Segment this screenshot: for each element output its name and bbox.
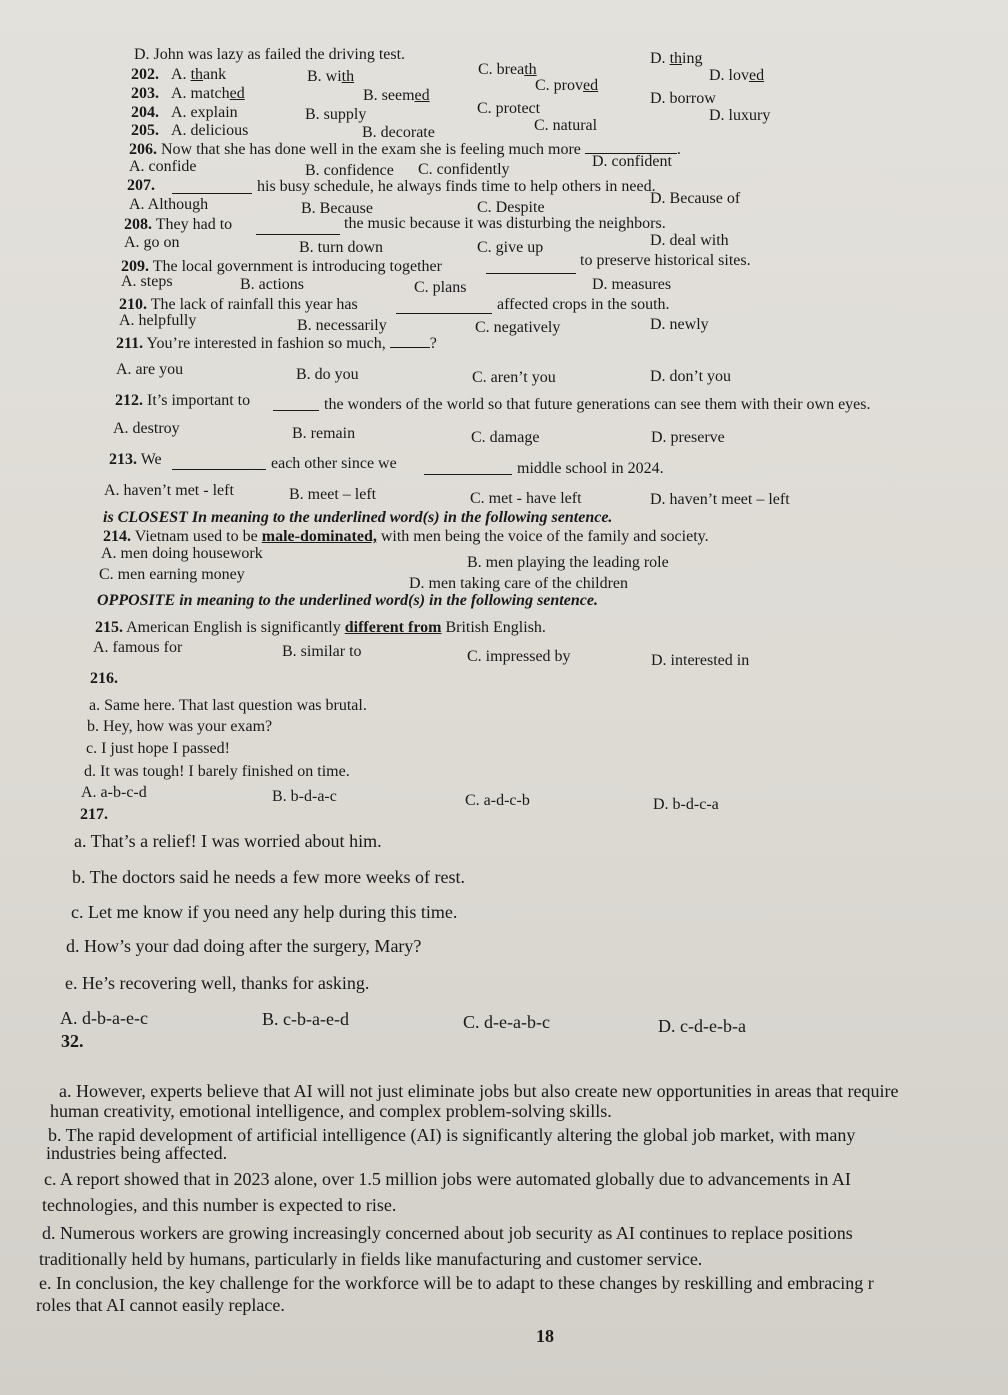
q217-option-d: D. c-d-e-b-a (658, 1016, 746, 1036)
q205-option-a: A. delicious (171, 122, 249, 139)
q32-line-e2: roles that AI cannot easily replace. (36, 1295, 285, 1315)
q202-option-c: C. breath (478, 61, 537, 78)
q207-option-b: B. Because (301, 200, 373, 217)
q212-stem: the wonders of the world so that future generations can see them with their own eyes. (324, 396, 871, 413)
q209-stem-start: 209. The local government is introducing together (121, 258, 442, 275)
q206-stem: 206. Now that she has done well in the exam she is feeling much more . (129, 141, 681, 158)
q217-number: 217. (80, 806, 108, 823)
q209-blank (486, 260, 576, 274)
q217-option-b: B. c-b-a-e-d (262, 1009, 349, 1029)
q216-line-b: b. Hey, how was your exam? (87, 718, 273, 735)
q205-option-c: C. natural (534, 117, 598, 134)
q216-line-d: d. It was tough! I barely finished on time. (84, 763, 350, 780)
q211-option-c: C. aren’t you (472, 369, 556, 386)
q210-option-a: A. helpfully (119, 312, 197, 329)
q202-option-d: D. thing (650, 50, 703, 67)
q32-line-b2: industries being affected. (46, 1143, 228, 1163)
q208-stem: the music because it was disturbing the neighbors. (344, 215, 666, 232)
q213-stem: middle school in 2024. (517, 460, 664, 477)
q32-line-b1: b. The rapid development of artificial intelligence (AI) is significantly altering the global job market, with many (48, 1125, 856, 1145)
q210-stem-start: 210. The lack of rainfall this year has (119, 296, 358, 313)
q217-option-c: C. d-e-a-b-c (463, 1012, 550, 1032)
q216-option-c: C. a-d-c-b (465, 792, 530, 809)
q215-option-d: D. interested in (651, 652, 750, 669)
q32-line-c1: c. A report showed that in 2023 alone, over 1.5 million jobs were automated globally due to advancements in AI (44, 1169, 851, 1189)
q215-option-c: C. impressed by (467, 648, 571, 665)
q208-option-b: B. turn down (299, 239, 383, 256)
q214-option-c: C. men earning money (99, 566, 245, 583)
q212-option-d: D. preserve (651, 429, 725, 446)
q217-line-a: a. That’s a relief! I was worried about him. (74, 831, 382, 851)
q217-line-c: c. Let me know if you need any help during this time. (71, 902, 458, 922)
q204-option-b: B. supply (305, 106, 367, 123)
q204-number: 204. (131, 104, 159, 121)
q213-blank-1 (172, 456, 266, 470)
q205-option-d: D. luxury (709, 107, 771, 124)
q32-line-d1: d. Numerous workers are growing increasingly concerned about job security as AI continues to replace positions (42, 1223, 853, 1243)
q212-option-b: B. remain (292, 425, 356, 442)
q209-option-a: A. steps (121, 273, 173, 290)
q202-option-b: B. with (307, 68, 355, 85)
q217-line-d: d. How’s your dad doing after the surgery, Mary? (66, 936, 422, 956)
q212-stem-start: 212. It’s important to (115, 392, 251, 409)
q203-option-d: D. loved (709, 67, 765, 84)
q32-number: 32. (61, 1031, 84, 1051)
q203-option-a: A. matched (171, 85, 245, 102)
q213-option-b: B. meet – left (289, 486, 377, 503)
q211-option-a: A. are you (116, 361, 184, 378)
q208-option-a: A. go on (124, 234, 180, 251)
q213-option-d: D. haven’t meet – left (650, 491, 790, 508)
q211-stem: 211. You’re interested in fashion so much, ? (116, 335, 437, 352)
q215-option-b: B. similar to (282, 643, 362, 660)
q210-option-d: D. newly (650, 316, 709, 333)
q213-stem-mid: each other since we (271, 455, 397, 472)
q216-number: 216. (90, 670, 118, 687)
q32-line-a2: human creativity, emotional intelligence, and complex problem-solving skills. (50, 1101, 612, 1121)
q212-option-c: C. damage (471, 429, 540, 446)
q213-option-c: C. met - have left (470, 490, 582, 507)
q211-option-d: D. don’t you (650, 368, 732, 385)
q216-option-b: B. b-d-a-c (272, 788, 337, 805)
q217-line-e: e. He’s recovering well, thanks for asking. (65, 973, 370, 993)
q214-option-b: B. men playing the leading role (467, 554, 669, 571)
q214-option-a: A. men doing housework (101, 545, 263, 562)
q208-blank (256, 221, 340, 235)
q203-option-b: B. seemed (363, 87, 430, 104)
q32-line-d2: traditionally held by humans, particularly in fields like manufacturing and customer service. (39, 1249, 703, 1269)
q216-line-a: a. Same here. That last question was brutal. (89, 697, 367, 714)
q213-option-a: A. haven’t met - left (104, 482, 234, 499)
q217-line-b: b. The doctors said he needs a few more weeks of rest. (72, 867, 466, 887)
q32-line-a1: a. However, experts believe that AI will not just eliminate jobs but also create new opportunities in areas that require (59, 1081, 899, 1101)
q210-option-b: B. necessarily (297, 317, 387, 334)
q204-option-d: D. borrow (650, 90, 716, 107)
q209-option-d: D. measures (592, 276, 672, 293)
q208-stem-start: 208. They had to (124, 216, 233, 233)
q209-option-b: B. actions (240, 276, 304, 293)
q212-blank (273, 397, 319, 411)
q217-option-a: A. d-b-a-e-c (60, 1008, 148, 1028)
instruction-opposite: OPPOSITE in meaning to the underlined word(s) in the following sentence. (97, 592, 598, 609)
q32-line-e1: e. In conclusion, the key challenge for the workforce will be to adapt to these changes by reskilling and embracing r (39, 1273, 874, 1293)
q216-option-d: D. b-d-c-a (653, 796, 719, 813)
q202-number: 202. (131, 66, 159, 83)
q213-stem-start: 213. We (109, 451, 162, 468)
q205-number: 205. (131, 122, 159, 139)
q209-option-c: C. plans (414, 279, 467, 296)
q207-stem: his busy schedule, he always finds time to help others in need. (257, 178, 656, 195)
q32-line-c2: technologies, and this number is expected to rise. (42, 1195, 397, 1215)
instruction-closest: is CLOSEST In meaning to the underlined word(s) in the following sentence. (103, 509, 613, 526)
q212-option-a: A. destroy (113, 420, 180, 437)
q206-option-b: B. confidence (305, 162, 394, 179)
q215-stem: 215. American English is significantly different from British English. (95, 619, 546, 636)
q207-option-d: D. Because of (650, 190, 741, 207)
q213-blank-2 (424, 461, 512, 475)
q206-option-a: A. confide (129, 158, 197, 175)
q206-option-c: C. confidently (418, 161, 510, 178)
q216-line-c: c. I just hope I passed! (86, 740, 230, 757)
q208-option-d: D. deal with (650, 232, 729, 249)
q214-stem: 214. Vietnam used to be male-dominated, with men being the voice of the family and society. (103, 528, 709, 545)
q210-stem: affected crops in the south. (497, 296, 670, 313)
page-number: 18 (536, 1326, 554, 1346)
q207-blank (172, 180, 252, 194)
q203-number: 203. (131, 85, 159, 102)
q211-option-b: B. do you (296, 366, 359, 383)
q210-option-c: C. negatively (475, 319, 561, 336)
q204-option-c: C. protect (477, 100, 541, 117)
q214-option-d: D. men taking care of the children (409, 575, 629, 592)
q206-option-d: D. confident (592, 153, 672, 170)
q201-option-d: D. John was lazy as failed the driving test. (134, 46, 406, 63)
q204-option-a: A. explain (171, 104, 238, 121)
q207-option-c: C. Despite (477, 199, 545, 216)
q215-option-a: A. famous for (93, 639, 183, 656)
q207-number: 207. (127, 177, 155, 194)
q207-option-a: A. Although (129, 196, 209, 213)
q208-option-c: C. give up (477, 239, 544, 256)
q203-option-c: C. proved (535, 77, 599, 94)
q202-option-a: A. thank (171, 66, 227, 83)
q205-option-b: B. decorate (362, 124, 435, 141)
q209-stem: to preserve historical sites. (580, 252, 751, 269)
q210-blank (396, 300, 492, 314)
q216-option-a: A. a-b-c-d (81, 784, 147, 801)
